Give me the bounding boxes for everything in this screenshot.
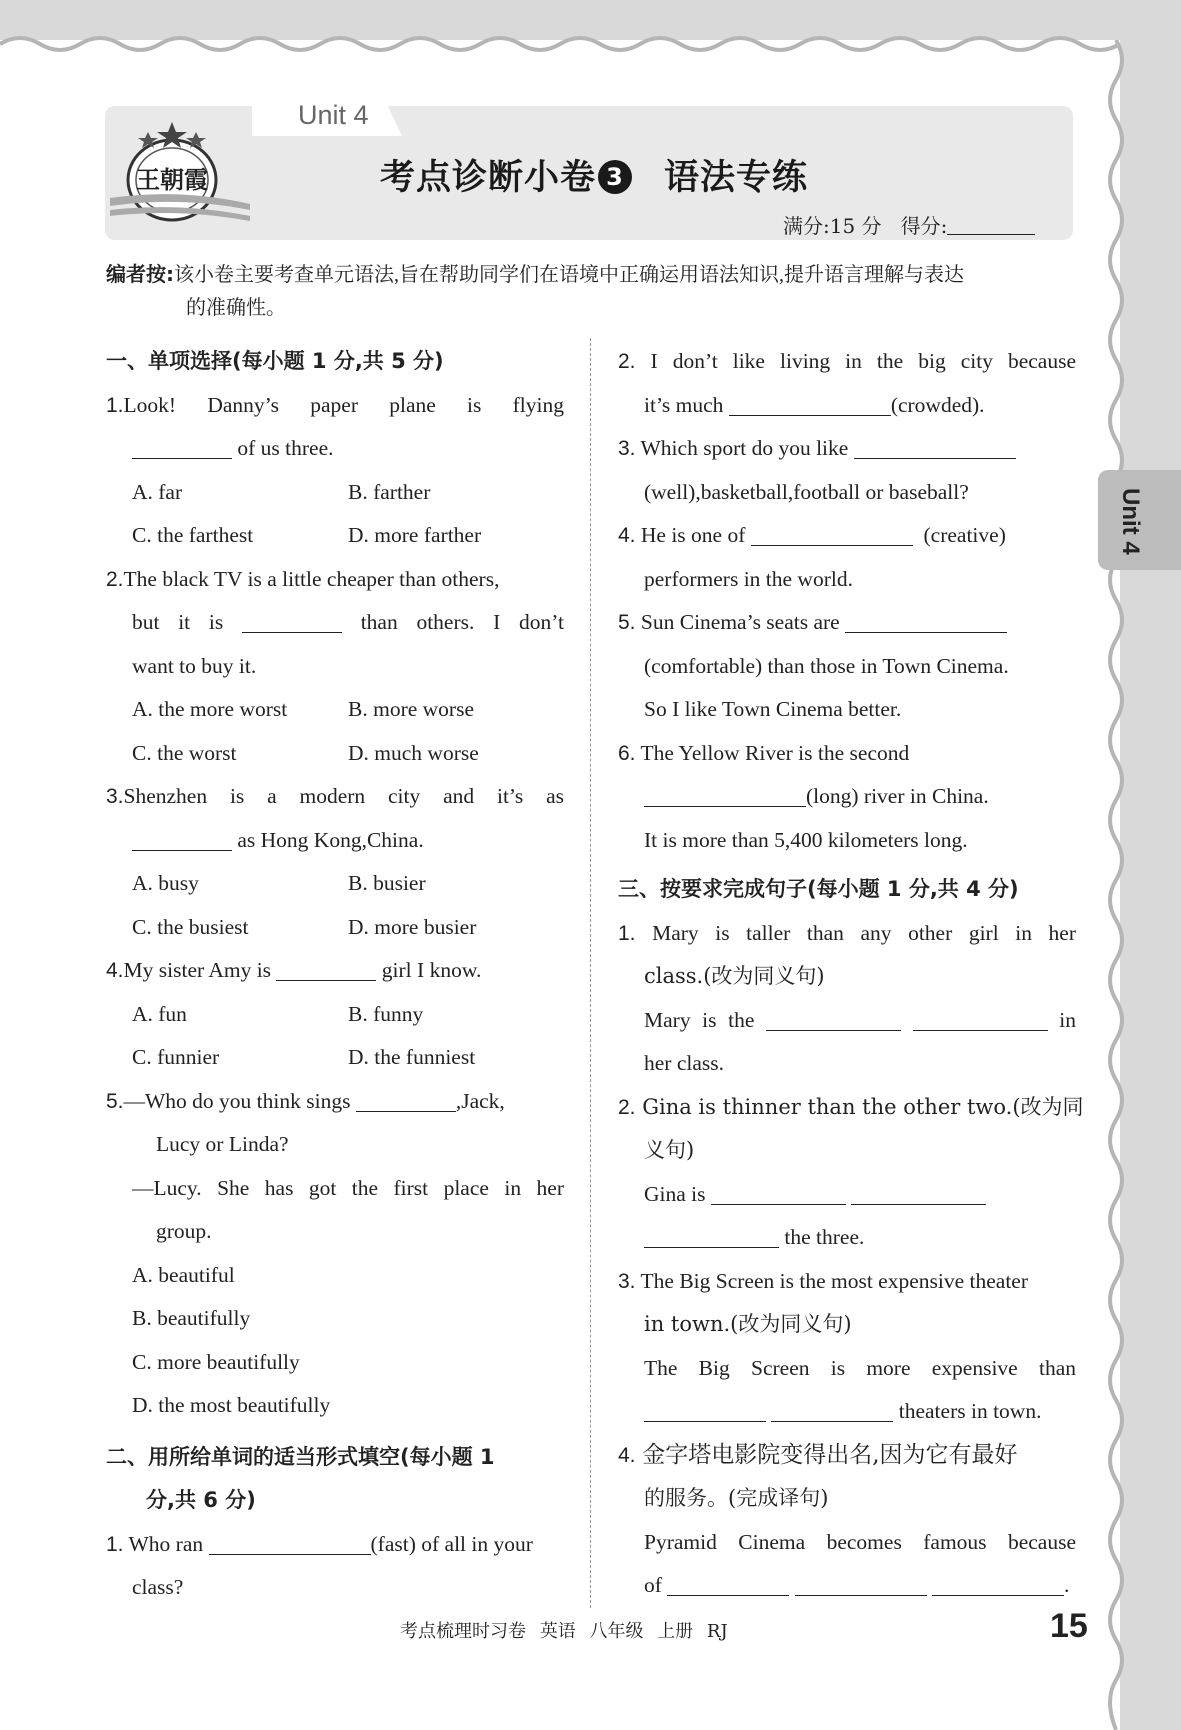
s3-q2-line4: the three.: [618, 1216, 1076, 1260]
option: C. the worst: [132, 740, 237, 765]
s3-q3-line2: in town.(改为同义句): [644, 1312, 852, 1336]
answer-blank[interactable]: [851, 1180, 986, 1205]
option: D. more busier: [348, 914, 477, 939]
option: B. funny: [348, 1001, 424, 1026]
s2-q1-line2: class?: [132, 1575, 184, 1599]
option: B. busier: [348, 871, 426, 895]
quiz-title: 考点诊断小卷 3 语法专练: [380, 158, 809, 198]
answer-blank[interactable]: [913, 1006, 1048, 1031]
s3-q4-line2: 的服务。(完成译句): [644, 1486, 829, 1510]
s1-q5-line2: Lucy or Linda?: [156, 1132, 289, 1156]
answer-blank[interactable]: [356, 1087, 456, 1112]
s1-q3-line: 3.Shenzhen is a modern city and it’s as: [106, 784, 564, 808]
section-1-title: 一、单项选择(每小题 1 分,共 5 分): [106, 349, 444, 373]
left-column: [106, 340, 564, 1610]
s3-q1-line: 1. Mary is taller than any other girl in her: [618, 920, 1077, 945]
s2-q5-line2: (comfortable) than those in Town Cinema.: [644, 653, 1009, 678]
option: B. beautifully: [132, 1306, 251, 1330]
answer-blank[interactable]: [845, 608, 1007, 633]
s1-q4-options-b: [106, 1036, 564, 1080]
s1-q1-line2: of us three.: [106, 427, 564, 471]
option: A. busy: [132, 871, 199, 895]
s2-q3-line2: (well),basketball,football or baseball?: [644, 479, 969, 504]
s3-q2-line3: Gina is: [618, 1173, 1076, 1217]
answer-blank[interactable]: [766, 1006, 901, 1031]
s1-q5-line: 5.—Who do you think sings ,Jack,: [106, 1088, 505, 1113]
unit-label: Unit 4: [298, 100, 369, 130]
s3-q3-line4: theaters in town.: [618, 1390, 1076, 1434]
answer-blank[interactable]: [242, 608, 342, 633]
s2-q6-line2: (long) river in China.: [618, 775, 1076, 819]
option: D. more farther: [348, 523, 482, 547]
s1-q3-options-b: [106, 906, 564, 950]
wavy-border-top: [0, 30, 1120, 54]
s3-q1-line2: class.(改为同义句): [644, 964, 825, 988]
s2-q5-line: 5. Sun Cinema’s seats are: [618, 601, 1076, 645]
s2-q4-line: 4. He is one of (creative): [618, 523, 1006, 547]
unit-side-tab: Unit 4: [1098, 470, 1181, 570]
option: C. the farthest: [132, 523, 254, 547]
s3-q4-line3: Pyramid Cinema becomes famous because: [644, 1529, 1076, 1554]
editor-note: 编者按:该小卷主要考查单元语法,旨在帮助同学们在语境中正确运用语法知识,提升语言理解与表达 的准确性。: [106, 262, 964, 319]
wavy-border-right: [1106, 40, 1136, 1730]
answer-blank[interactable]: [644, 1223, 779, 1248]
answer-blank[interactable]: [209, 1530, 371, 1555]
s2-q6-line: 6. The Yellow River is the second: [618, 740, 910, 765]
right-column: [618, 340, 1084, 1608]
s1-q1-line: 1.Look! Danny’s paper plane is flying: [106, 392, 564, 417]
option: A. beautiful: [132, 1262, 235, 1287]
page-number: 15: [1050, 1607, 1088, 1645]
score-line: 满分:15 分 得分:: [783, 210, 1035, 239]
answer-blank[interactable]: [854, 434, 1016, 459]
s3-q4-line4: of .: [644, 1573, 1070, 1597]
s1-q2-options-b: [106, 732, 564, 776]
s3-q2-line2: 义句): [644, 1138, 695, 1162]
s2-q2-line: 2. I don’t like living in the big city because: [618, 349, 1077, 373]
s1-q4-options-a: [106, 993, 564, 1037]
option: B. more worse: [348, 697, 474, 721]
section-3-title: 三、按要求完成句子(每小题 1 分,共 4 分): [618, 877, 1019, 901]
option: D. the most beautifully: [132, 1393, 331, 1417]
s1-q5-line4: group.: [156, 1219, 212, 1243]
option: C. more beautifully: [132, 1349, 300, 1374]
s1-q2-options-a: [106, 688, 564, 732]
option: D. much worse: [348, 740, 479, 765]
option: B. farther: [348, 479, 431, 504]
publisher-logo-icon: [110, 118, 250, 228]
answer-blank[interactable]: [795, 1571, 927, 1596]
option: C. funnier: [132, 1045, 220, 1069]
svg-text:王朝霞: 王朝霞: [136, 165, 208, 194]
s1-q2-line3: want to buy it.: [132, 653, 257, 678]
s2-q3-line: 3. Which sport do you like: [618, 427, 1076, 471]
s2-q2-line2: it’s much (crowded).: [644, 392, 985, 417]
footer-text: 考点梳理时习卷 英语 八年级 上册 RJ: [400, 1621, 728, 1642]
answer-blank[interactable]: [667, 1571, 789, 1596]
title-number-badge: 3: [598, 160, 632, 194]
answer-blank[interactable]: [711, 1180, 846, 1205]
s1-q4-line: 4.My sister Amy is girl I know.: [106, 958, 482, 982]
option: A. fun: [132, 1001, 187, 1026]
answer-blank[interactable]: [276, 956, 376, 981]
option: D. the funniest: [348, 1045, 476, 1069]
option: A. the more worst: [132, 697, 288, 721]
answer-blank[interactable]: [751, 521, 913, 546]
s1-q2-line2: but it is than others. I don’t: [132, 610, 564, 634]
s3-q2-line: 2. Gina is thinner than the other two.(改为同: [618, 1094, 1084, 1119]
s3-q1-line4: her class.: [644, 1051, 724, 1075]
s3-q1-line3: Mary is the in: [644, 1007, 1077, 1032]
answer-blank[interactable]: [932, 1571, 1064, 1596]
s1-q5-line3: —Lucy. She has got the first place in her: [132, 1175, 564, 1200]
s2-q4-line2: performers in the world.: [644, 566, 853, 591]
answer-blank[interactable]: [729, 391, 891, 416]
s2-q5-line3: So I like Town Cinema better.: [644, 697, 902, 721]
s3-q4-line: 4. 金字塔电影院变得出名,因为它有最好: [618, 1441, 1018, 1468]
s3-q3-line: 3. The Big Screen is the most expensive theater: [618, 1268, 1028, 1293]
s2-q6-line3: It is more than 5,400 kilometers long.: [644, 827, 968, 852]
score-blank[interactable]: [947, 214, 1035, 235]
answer-blank[interactable]: [771, 1397, 893, 1422]
answer-blank[interactable]: [644, 1397, 766, 1422]
section-2-title-cont: 分,共 6 分): [146, 1488, 256, 1512]
s2-q1-line: 1. Who ran (fast) of all in your: [106, 1531, 533, 1556]
option: A. far: [132, 479, 183, 504]
s1-q1-options-a: [106, 471, 564, 515]
s1-q3-options-a: [106, 862, 564, 906]
option: C. the busiest: [132, 914, 249, 939]
s1-q2-line: 2.The black TV is a little cheaper than others,: [106, 566, 500, 591]
s1-q3-line2: as Hong Kong,China.: [106, 819, 564, 863]
answer-blank[interactable]: [644, 782, 806, 807]
s1-q1-options-b: [106, 514, 564, 558]
s3-q3-line3: The Big Screen is more expensive than: [644, 1355, 1076, 1380]
answer-blank[interactable]: [132, 826, 232, 851]
answer-blank[interactable]: [132, 434, 232, 459]
column-divider: [590, 338, 591, 1608]
section-2-title: 二、用所给单词的适当形式填空(每小题 1: [106, 1444, 495, 1469]
